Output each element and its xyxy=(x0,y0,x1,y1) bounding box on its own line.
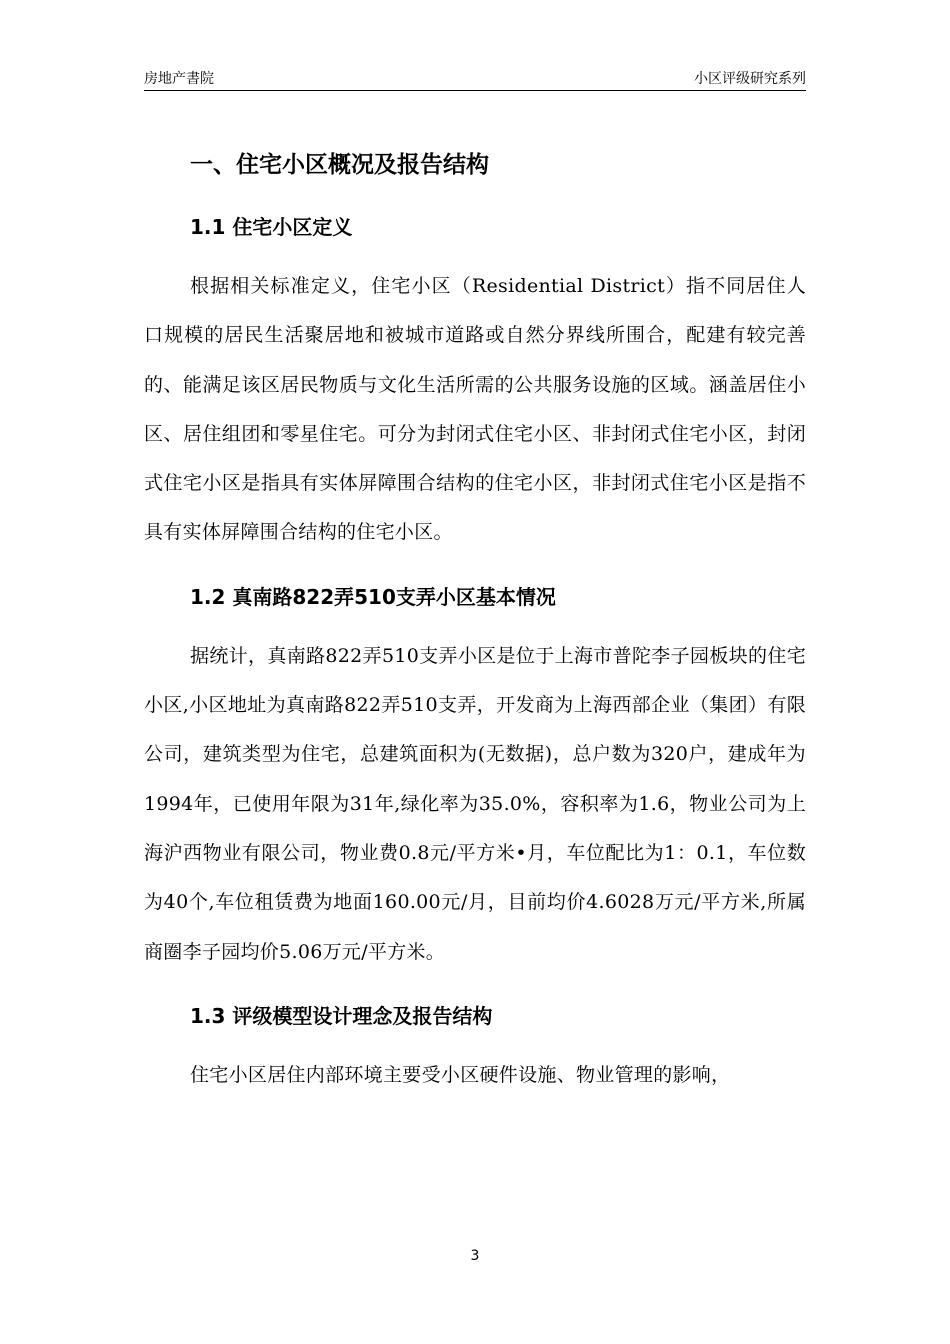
section-1-title: 一、住宅小区概况及报告结构 xyxy=(190,152,489,178)
page-content xyxy=(144,140,806,1100)
header-publisher: 房地产書院 xyxy=(144,71,214,87)
subsection-1-1-title: 1.1 住宅小区定义 xyxy=(190,215,353,239)
subsection-1-3-paragraph: 住宅小区居住内部环境主要受小区硬件设施、物业管理的影响， xyxy=(190,1063,731,1086)
subsection-1-2-title: 1.2 真南路822弄510支弄小区基本情况 xyxy=(190,584,556,609)
page-number: 3 xyxy=(470,1248,480,1264)
subsection-1-1-paragraph: 根据相关标准定义，住宅小区（Residential District）指不同居住人口规模的居民生活聚居地和被城市道路或自然分界线所围合，配建有较完善的、能满足该区居民物质与文化生活所需的公共服务设施的区域。涵盖居住小区、居住组团和零星住宅。可分为封闭式住宅小区、非封闭式住宅小区，封闭式住宅小区是指具有实体屏障围合结构的住宅小区，非封闭式住宅小区是指不具有实体屏障围合结构的住宅小区。 xyxy=(144,275,806,544)
subsection-1-2-paragraph: 据统计，真南路822弄510支弄小区是位于上海市普陀李子园板块的住宅小区,小区地址为真南路822弄510支弄，开发商为上海西部企业（集团）有限公司，建筑类型为住宅，总建筑面积为(无数据)，总户数为320户，建成年为1994年，已使用年限为31年,绿化率为35.0%，容积率为1.6，物业公司为上海沪西物业有限公司，物业费0.8元/平方米•月，车位配比为1：0.1，车位数为40个,车位租赁费为地面160.00元/月，目前均价4.6028万元/平方米,所属商圈李子园均价5.06万元/平方米。 xyxy=(144,644,806,963)
page-header xyxy=(144,64,806,91)
header-series-title: 小区评级研究系列 xyxy=(694,71,806,87)
subsection-1-3-title: 1.3 评级模型设计理念及报告结构 xyxy=(190,1003,493,1028)
